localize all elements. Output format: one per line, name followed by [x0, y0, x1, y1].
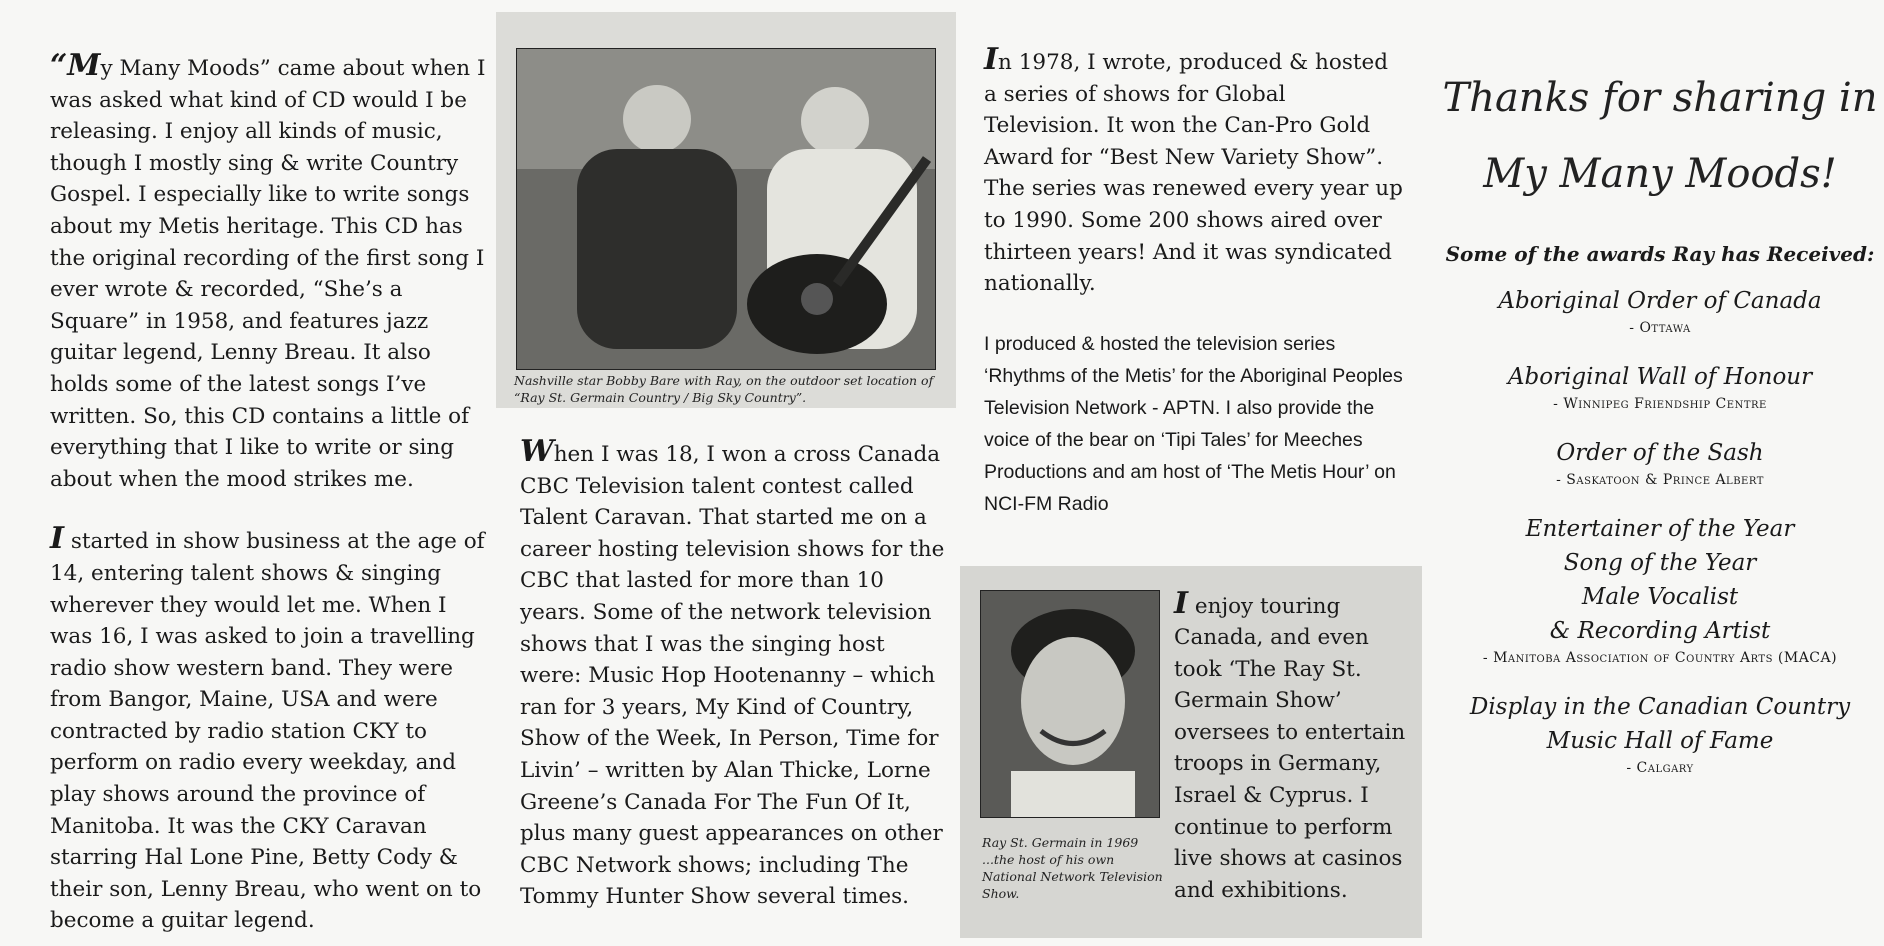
- photo-panel-bobby-bare: [496, 12, 956, 408]
- award-location: - Saskatoon & Prince Albert: [1556, 472, 1764, 488]
- column-1: [50, 50, 490, 937]
- cbc-paragraph: [520, 436, 952, 913]
- drop-cap: I: [984, 42, 999, 77]
- column-3: [984, 44, 1404, 520]
- award-item: [1440, 284, 1880, 338]
- column-2: [520, 436, 952, 913]
- portrait-illustration: [981, 591, 1159, 817]
- thanks-script: [1440, 60, 1880, 212]
- drop-cap: I: [1174, 585, 1189, 621]
- paragraph-text: started in show business at the age of 14, entering talent shows & singing wherever they would let me. When I was 16, I was asked to join a travelling radio show western band. They were from Bangor, Maine, USA and were contracted by radio station CKY to perform on radio every weekday, and play shows around the province of Manitoba. It was the CKY Caravan starring Hal Lone Pine, Betty Cody & their son, Lenny Breau, who went on to become a guitar legend.: [50, 529, 485, 934]
- award-location: - Manitoba Association of Country Arts (MACA): [1482, 650, 1838, 666]
- my-many-moods-paragraph: [50, 50, 490, 495]
- global-tv-paragraph: [984, 44, 1404, 300]
- thanks-line-1: Thanks for sharing in: [1442, 75, 1878, 121]
- award-location: - Ottawa: [1629, 320, 1691, 336]
- award-location: - Calgary: [1626, 760, 1694, 776]
- award-name: Music Hall of Fame: [1546, 728, 1774, 754]
- award-item: [1440, 512, 1880, 668]
- award-name: Song of the Year: [1563, 550, 1757, 576]
- award-name: Aboriginal Order of Canada: [1498, 288, 1822, 314]
- award-item: [1440, 436, 1880, 490]
- photo-bobby-bare-and-ray: [516, 48, 936, 370]
- awards-heading: Some of the awards Ray has Received:: [1445, 242, 1875, 266]
- thanks-line-2: My Many Moods!: [1483, 151, 1837, 197]
- drop-cap: W: [520, 434, 554, 469]
- award-item: [1440, 360, 1880, 414]
- award-name: Aboriginal Wall of Honour: [1507, 364, 1813, 390]
- photo-panel-ray-1969: [960, 566, 1422, 938]
- award-item: [1440, 690, 1880, 778]
- paragraph-text: enjoy touring Canada, and even took ‘The Ray St. Germain Show’ oversees to entertain troops in Germany, Israel & Cyprus. I continue to perform live shows at casinos and exhibitions.: [1174, 593, 1406, 903]
- paragraph-text: n 1978, I wrote, produced & hosted a series of shows for Global Television. It won the Can-Pro Gold Award for “Best New Variety Show”. The series was renewed every year up to 1990. Some 200 shows aired over thirteen years! And it was syndicated nationally.: [984, 50, 1403, 297]
- paragraph-text: hen I was 18, I won a cross Canada CBC Television talent contest called Talent Caravan. That started me on a career hosting television shows for the CBC that lasted for more than 10 years. Some of the network television shows that I was the singing host were: Music Hop Hootenanny – which ran for 3 years, My Kind of Country, Show of the Week, In Person, Time for Livin’ – written by Alan Thicke, Lorne Greene’s Canada For The Fun Of It, plus many guest appearances on other CBC Network shows; including The Tommy Hunter Show several times.: [520, 442, 945, 910]
- drop-cap: “M: [50, 48, 101, 83]
- award-name: Entertainer of the Year: [1525, 516, 1795, 542]
- photo-ray-st-germain-1969: [980, 590, 1160, 818]
- show-business-paragraph: [50, 523, 490, 937]
- photo-caption: Ray St. Germain in 1969 ...the host of his own National Network Television Show.: [982, 835, 1163, 901]
- photo-illustration: [517, 49, 935, 369]
- paragraph-text: y Many Moods” came about when I was asked what kind of CD would I be releasing. I enjoy all kinds of music, though I mostly sing & write Country Gospel. I especially like to write songs about my Metis heritage. This CD has the original recording of the first song I ever wrote & recorded, “She’s a Square” in 1958, and features jazz guitar legend, Lenny Breau. It also holds some of the latest songs I’ve written. So, this CD contains a little of everything that I like to write or sing about when the mood strikes me.: [50, 56, 486, 492]
- photo-caption: Nashville star Bobby Bare with Ray, on the outdoor set location of “Ray St. Germain Country / Big Sky Country”.: [514, 373, 934, 405]
- drop-cap: I: [50, 521, 65, 557]
- aptn-paragraph: I produced & hosted the television series ‘Rhythms of the Metis’ for the Aboriginal Peoples Television Network - APTN. I also provide the voice of the bear on ‘Tipi Tales’ for Meeches Productions and am host of ‘The Metis Hour’ on NCI-FM Radio: [984, 332, 1403, 515]
- award-name: Display in the Canadian Country: [1469, 694, 1851, 720]
- touring-paragraph: [1174, 585, 1414, 907]
- award-location: - Winnipeg Friendship Centre: [1553, 396, 1767, 412]
- award-name: & Recording Artist: [1549, 618, 1771, 644]
- column-4: [1440, 60, 1880, 800]
- award-name: Male Vocalist: [1581, 584, 1739, 610]
- award-name: Order of the Sash: [1556, 440, 1764, 466]
